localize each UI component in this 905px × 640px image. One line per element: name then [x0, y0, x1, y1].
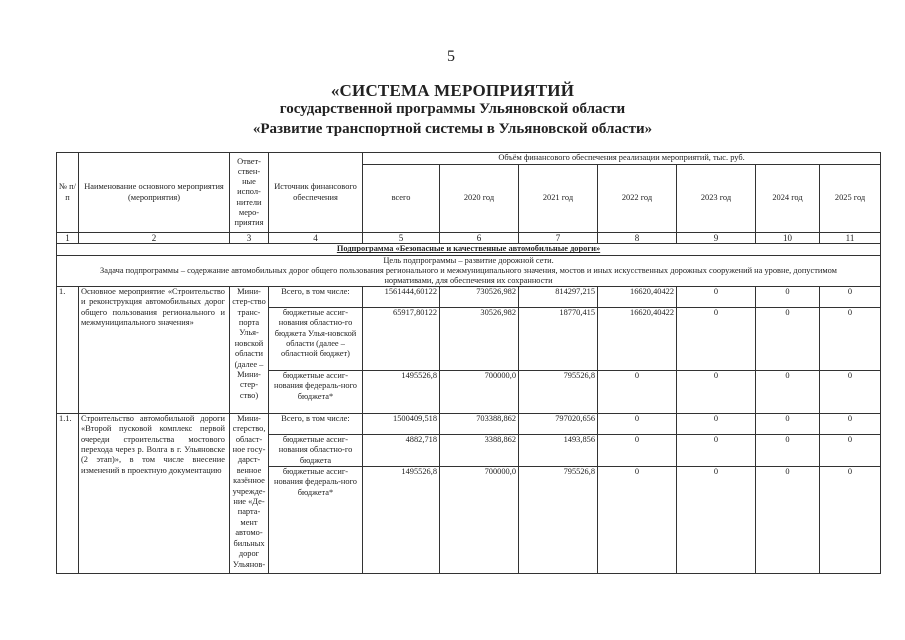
value-2023: 0 [677, 467, 756, 574]
value-2023: 0 [677, 286, 756, 307]
value-total: 1495526,8 [363, 467, 440, 574]
header-2025: 2025 год [820, 165, 881, 233]
measure-name: Основное мероприятие «Строительство и реконструкция автомобильных дорог общего пользования регионального и межмуниципального значения» [79, 286, 230, 413]
goal-row [57, 255, 881, 286]
measures-table [56, 152, 881, 574]
col-number: 1 [57, 233, 79, 244]
value-2025: 0 [820, 307, 881, 370]
value-total: 1495526,8 [363, 370, 440, 413]
col-number: 8 [598, 233, 677, 244]
header-source: Источник финансового обеспечения [269, 153, 363, 233]
col-number: 6 [440, 233, 519, 244]
value-2022: 0 [598, 467, 677, 574]
value-2022: 0 [598, 413, 677, 434]
value-2025: 0 [820, 467, 881, 574]
document-title: «СИСТЕМА МЕРОПРИЯТИЙ [330, 81, 575, 100]
value-total: 1561444,60122 [363, 286, 440, 307]
funding-source: Всего, в том числе: [269, 286, 363, 307]
value-2024: 0 [756, 370, 820, 413]
value-2021: 795526,8 [519, 370, 598, 413]
header-volume: Объём финансового обеспечения реализации мероприятий, тыс. руб. [363, 153, 881, 165]
funding-source: бюджетные ассиг-нования областно-го бюджета [269, 434, 363, 466]
col-number: 3 [230, 233, 269, 244]
document-subtitle: государственной программы Ульяновской области [279, 101, 626, 117]
row-number: 1.1. [57, 413, 79, 573]
subprogram-task: Задача подпрограммы – содержание автомобильных дорог общего пользования регионального и межмуниципального значения, мостов и иных искусственных дорожных сооружений на уровне, допустимом нормативами, для обеспечения их сохранности [100, 265, 837, 285]
value-2020: 30526,982 [440, 307, 519, 370]
header-2022: 2022 год [598, 165, 677, 233]
col-number: 7 [519, 233, 598, 244]
subprogram-row [57, 244, 881, 255]
value-2025: 0 [820, 434, 881, 466]
col-number: 2 [79, 233, 230, 244]
col-number: 9 [677, 233, 756, 244]
header-2024: 2024 год [756, 165, 820, 233]
value-2022: 0 [598, 370, 677, 413]
value-2021: 18770,415 [519, 307, 598, 370]
value-total: 65917,80122 [363, 307, 440, 370]
header-2023: 2023 год [677, 165, 756, 233]
value-2022: 0 [598, 434, 677, 466]
value-2020: 700000,0 [440, 370, 519, 413]
value-2021: 814297,215 [519, 286, 598, 307]
program-name: «Развитие транспортной системы в Ульяновской области» [252, 121, 653, 137]
value-2021: 1493,856 [519, 434, 598, 466]
page-number: 5 [447, 48, 455, 65]
measure-name: Строительство автомобильной дороги «Второй пусковой комплекс первой очереди строительства мостового перехода через р. Волга в г. Ульяновске (2 этап)», в том числе внесение изменений в проектную документацию [79, 413, 230, 573]
funding-source: бюджетные ассиг-нования федераль-ного бюджета* [269, 467, 363, 574]
header-total: всего [363, 165, 440, 233]
col-number: 5 [363, 233, 440, 244]
header-num: № п/п [57, 153, 79, 233]
value-2020: 3388,862 [440, 434, 519, 466]
col-number: 11 [820, 233, 881, 244]
value-2020: 703388,862 [440, 413, 519, 434]
row-number: 1. [57, 286, 79, 413]
value-2024: 0 [756, 467, 820, 574]
value-2025: 0 [820, 413, 881, 434]
col-number: 4 [269, 233, 363, 244]
measure-responsible: Мини-стерство, област-ное госу-дарст-венное казённое учрежде-ние «Де-парта-мент автомо-бильных дорог Ульянов- [230, 413, 269, 573]
measure-responsible: Мини-стер-ство транс-порта Улья-новской области (далее – Мини-стер-ство) [230, 286, 269, 413]
header-name: Наименование основного мероприятия (мероприятия) [79, 153, 230, 233]
value-2022: 16620,40422 [598, 286, 677, 307]
value-2021: 795526,8 [519, 467, 598, 574]
value-2024: 0 [756, 307, 820, 370]
funding-source: бюджетные ассиг-нования областно-го бюджета Улья-новской области (далее – областной бюджет) [269, 307, 363, 370]
funding-source: Всего, в том числе: [269, 413, 363, 434]
value-2024: 0 [756, 286, 820, 307]
value-2024: 0 [756, 434, 820, 466]
value-2023: 0 [677, 370, 756, 413]
column-numbers-row [57, 233, 881, 244]
table-row [57, 286, 881, 307]
value-2025: 0 [820, 370, 881, 413]
value-2020: 730526,982 [440, 286, 519, 307]
value-2023: 0 [677, 434, 756, 466]
header-2020: 2020 год [440, 165, 519, 233]
value-total: 1500409,518 [363, 413, 440, 434]
subprogram-goal: Цель подпрограммы – развитие дорожной сети. [383, 255, 554, 265]
value-2020: 700000,0 [440, 467, 519, 574]
value-2023: 0 [677, 413, 756, 434]
table-row [57, 413, 881, 434]
value-2021: 797020,656 [519, 413, 598, 434]
value-2023: 0 [677, 307, 756, 370]
funding-source: бюджетные ассиг-нования федераль-ного бюджета* [269, 370, 363, 413]
value-2022: 16620,40422 [598, 307, 677, 370]
col-number: 10 [756, 233, 820, 244]
header-row [57, 153, 881, 165]
value-2024: 0 [756, 413, 820, 434]
header-2021: 2021 год [519, 165, 598, 233]
value-total: 4882,718 [363, 434, 440, 466]
subprogram-title: Подпрограмма «Безопасные и качественные автомобильные дороги» [336, 244, 601, 254]
header-responsible: Ответ-ствен-ные испол-нители меро-приятия [230, 153, 269, 233]
value-2025: 0 [820, 286, 881, 307]
